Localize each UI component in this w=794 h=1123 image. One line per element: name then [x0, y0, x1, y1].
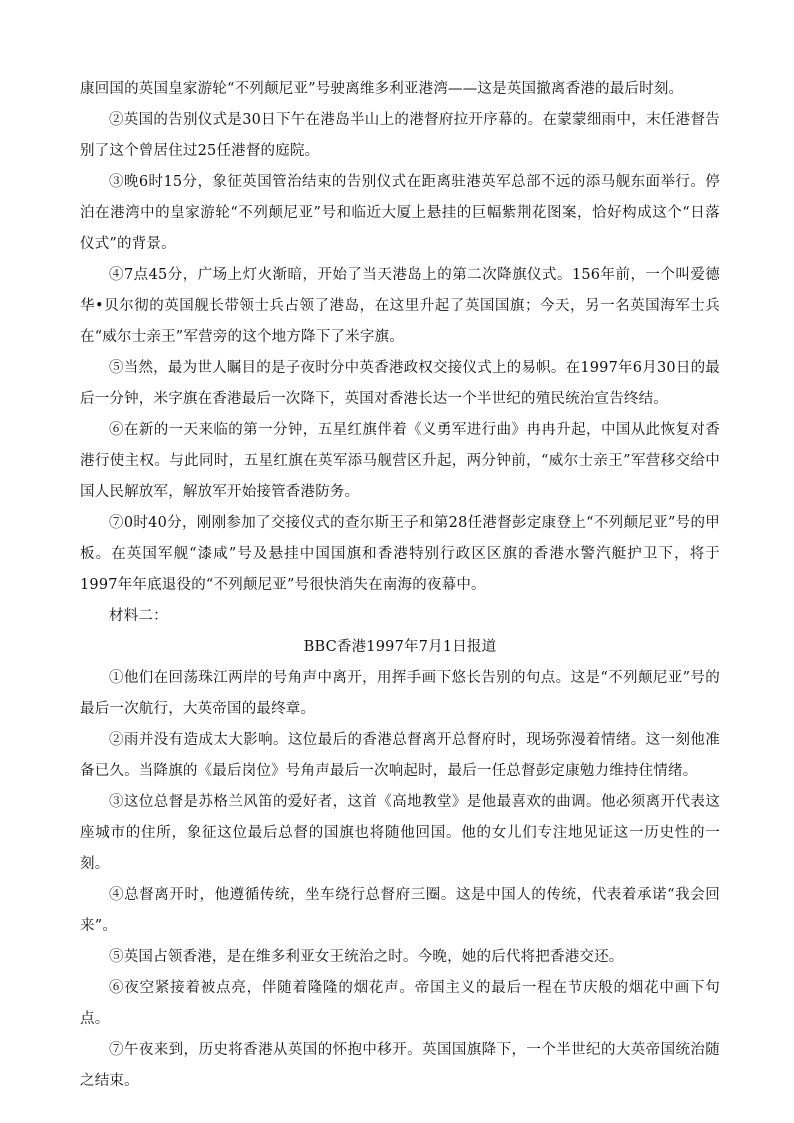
bbc-paragraph-1: ①他们在回荡珠江两岸的号角声中离开，用挥手画下悠长告别的句点。这是“不列颠尼亚”号的最后一次航行，大英帝国的最终章。 — [80, 670, 720, 717]
material-two-label: 材料二： — [109, 608, 168, 624]
bbc-paragraph-5: ⑤英国占领香港，是在维多利亚女王统治之时。今晚，她的后代将把香港交还。 — [109, 949, 624, 965]
material-two-heading: BBC香港1997年7月1日报道 — [303, 639, 497, 655]
bbc-paragraph-4: ④总督离开时，他遵循传统，坐车绕行总督府三圈。这是中国人的传统，代表着承诺“我会回来”。 — [80, 887, 720, 934]
paragraph-5: ⑤当然，最为世人瞩目的是子夜时分中英香港政权交接仪式上的易帜。在1997年6月30日的最后一分钟，米字旗在香港最后一次降下，英国对香港长达一个半世纪的殖民统治宣告终结。 — [80, 360, 720, 407]
paragraph-4: ④7点45分，广场上灯火渐暗，开始了当天港岛上的第二次降旗仪式。156年前，一个叫爱德华•贝尔彻的英国舰长带领士兵占领了港岛，在这里升起了英国国旗；今天，另一名英国海军士兵在“威尔士亲王”军营旁的这个地方降下了米字旗。 — [80, 267, 720, 345]
paragraph-2: ②英国的告别仪式是30日下午在港岛半山上的港督府拉开序幕的。在蒙蒙细雨中，末任港督告别了这个曾居住过25任港督的庭院。 — [80, 112, 720, 159]
bbc-paragraph-6: ⑥夜空紧接着被点亮，伴随着隆隆的烟花声。帝国主义的最后一程在节庆般的烟花中画下句点。 — [80, 980, 720, 1027]
document-page — [80, 74, 720, 1097]
paragraph-6: ⑥在新的一天来临的第一分钟，五星红旗伴着《义勇军进行曲》冉冉升起，中国从此恢复对香港行使主权。与此同时，五星红旗在英军添马舰营区升起，两分钟前，“威尔士亲王”军营移交给中国人民解放军，解放军开始接管香港防务。 — [80, 422, 720, 500]
bbc-paragraph-7: ⑦午夜来到，历史将香港从英国的怀抱中移开。英国国旗降下，一个半世纪的大英帝国统治随之结束。 — [80, 1042, 720, 1089]
paragraph-7: ⑦0时40分，刚刚参加了交接仪式的查尔斯王子和第28任港督彭定康登上“不列颠尼亚”号的甲板。在英国军舰“漆咸”号及悬挂中国国旗和香港特别行政区区旗的香港水警汽艇护卫下，将于1997年年底退役的“不列颠尼亚”号很快消失在南海的夜幕中。 — [80, 515, 720, 593]
paragraph-1-continuation: 康回国的英国皇家游轮“不列颠尼亚”号驶离维多利亚港湾——这是英国撤离香港的最后时刻。 — [80, 81, 684, 97]
bbc-paragraph-2: ②雨并没有造成太大影响。这位最后的香港总督离开总督府时，现场弥漫着情绪。这一刻他准备已久。当降旗的《最后岗位》号角声最后一次响起时，最后一任总督彭定康勉力维持住情绪。 — [80, 732, 720, 779]
bbc-paragraph-3: ③这位总督是苏格兰风笛的爱好者，这首《高地教堂》是他最喜欢的曲调。他必须离开代表这座城市的住所，象征这位最后总督的国旗也将随他回国。他的女儿们专注地见证这一历史性的一刻。 — [80, 794, 720, 872]
paragraph-3: ③晚6时15分，象征英国管治结束的告别仪式在距离驻港英军总部不远的添马舰东面举行。停泊在港湾中的皇家游轮“不列颠尼亚”号和临近大厦上悬挂的巨幅紫荆花图案，恰好构成这个“日落仪式”的背景。 — [80, 174, 720, 252]
